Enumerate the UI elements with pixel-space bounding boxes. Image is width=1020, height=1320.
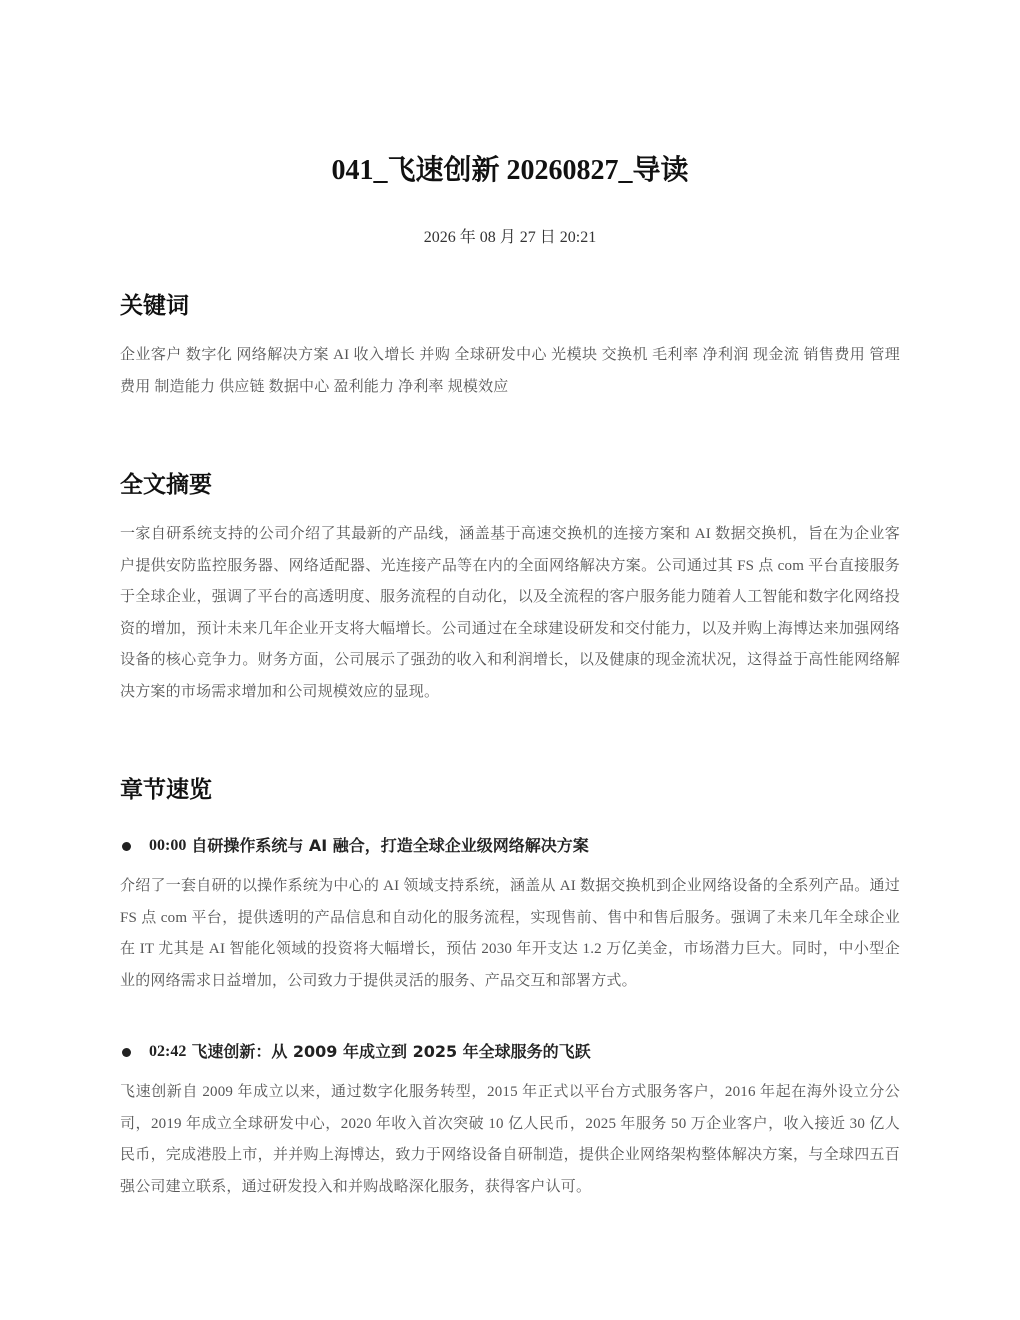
chapter-title: 自研操作系统与 AI 融合，打造全球企业级网络解决方案 xyxy=(191,836,589,855)
summary-text: 一家自研系统支持的公司介绍了其最新的产品线，涵盖基于高速交换机的连接方案和 AI 数据交换机，旨在为企业客户提供安防监控服务器、网络适配器、光连接产品等在内的全面网络解决方案。公司通过其 FS 点 com 平台直接服务于全球企业，强调了平台的高透明度、服务流程的自动化，以及全流程的客户服务能力随着人工智能和数字化网络投资的增加，预计未来几年企业开支将大幅增长。公司通过在全球建设研发和交付能力，以及并购上海博达来加强网络设备的核心竞争力。财务方面，公司展示了强劲的收入和利润增长，以及健康的现金流状况，这得益于高性能网络解决方案的市场需求增加和公司规模效应的显现。 xyxy=(120,526,900,700)
chapter-summary-text: 飞速创新自 2009 年成立以来，通过数字化服务转型，2015 年正式以平台方式服务客户，2016 年起在海外设立分公司，2019 年成立全球研发中心，2020 年收入首次突破 10 亿人民币，2025 年服务 50 万企业客户，收入接近 30 亿人民币，完成港股上市，并并购上海博达，致力于网络设备自研制造，提供企业网络架构整体解决方案，与全球四五百强公司建立联系，通过研发投入和并购战略深化服务，获得客户认可。 xyxy=(120,1084,900,1195)
chapter-item-heading xyxy=(120,1040,900,1064)
keywords-text: 企业客户 数字化 网络解决方案 AI 收入增长 并购 全球研发中心 光模块 交换机 毛利率 净利润 现金流 销售费用 管理费用 制造能力 供应链 数据中心 盈利能力 净利率 规模效应 xyxy=(120,347,900,395)
chapter-timestamp: 00:00 xyxy=(149,837,187,854)
chapters-heading: 章节速览 xyxy=(120,777,212,803)
keywords-heading: 关键词 xyxy=(120,293,189,319)
chapter-timestamp: 02:42 xyxy=(149,1043,187,1060)
chapter-item-heading xyxy=(120,834,900,858)
document-date: 2026 年 08 月 27 日 20:21 xyxy=(423,229,597,246)
bullet-icon xyxy=(122,1048,131,1057)
document-title: 041_飞速创新 20260827_导读 xyxy=(331,155,689,186)
chapter-title: 飞速创新：从 2009 年成立到 2025 年全球服务的飞跃 xyxy=(191,1042,591,1061)
summary-heading: 全文摘要 xyxy=(120,472,212,498)
bullet-icon xyxy=(122,842,131,851)
chapter-summary-text: 介绍了一套自研的以操作系统为中心的 AI 领域支持系统，涵盖从 AI 数据交换机到企业网络设备的全系列产品。通过 FS 点 com 平台，提供透明的产品信息和自动化的服务流程，实现售前、售中和售后服务。强调了未来几年全球企业在 IT 尤其是 AI 智能化领域的投资将大幅增长，预估 2030 年开支达 1.2 万亿美金，市场潜力巨大。同时，中小型企业的网络需求日益增加，公司致力于提供灵活的服务、产品交互和部署方式。 xyxy=(120,878,900,989)
